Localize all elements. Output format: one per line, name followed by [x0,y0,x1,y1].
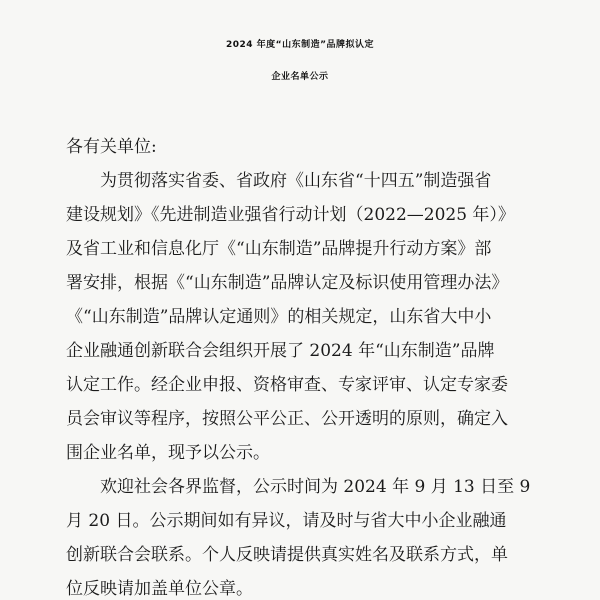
salutation: 各有关单位: [66,137,157,157]
document-title-line-2: 企业名单公示 [271,72,329,82]
paragraph-1-line-2: 建设规划》《先进制造业强省行动计划（2022—2025 年）》 [66,205,515,225]
paragraph-1-line-6: 企业融通创新联合会组织开展了 2024 年“山东制造”品牌 [66,341,495,361]
paragraph-1-line-9: 围企业名单，现予以公示。 [66,443,270,463]
paragraph-2-line-3: 创新联合会联系。个人反映请提供真实姓名及联系方式，单 [66,545,508,565]
paragraph-1-line-3: 及省工业和信息化厅《“山东制造”品牌提升行动方案》部 [66,239,492,259]
paragraph-1-line-7: 认定工作。经企业申报、资格审查、专家评审、认定专家委 [66,375,508,395]
paragraph-1-line-5: 《“山东制造”品牌认定通则》的相关规定，山东省大中小 [66,307,492,327]
paragraph-1-line-8: 员会审议等程序，按照公平公正、公开透明的原则，确定入 [66,409,508,429]
paragraph-1-line-4: 署安排，根据《“山东制造”品牌认定及标识使用管理办法》 [66,273,509,293]
paragraph-2-line-2: 月 20 日。公示期间如有异议，请及时与省大中小企业融通 [66,511,507,531]
paragraph-2-line-4: 位反映请加盖单位公章。 [66,579,253,599]
paragraph-1-line-1: 为贯彻落实省委、省政府《山东省“十四五”制造强省 [100,171,492,191]
document-title-line-1: 2024 年度“山东制造”品牌拟认定 [225,40,374,50]
paragraph-2-line-1: 欢迎社会各界监督，公示时间为 2024 年 9 月 13 日至 9 [100,477,531,497]
